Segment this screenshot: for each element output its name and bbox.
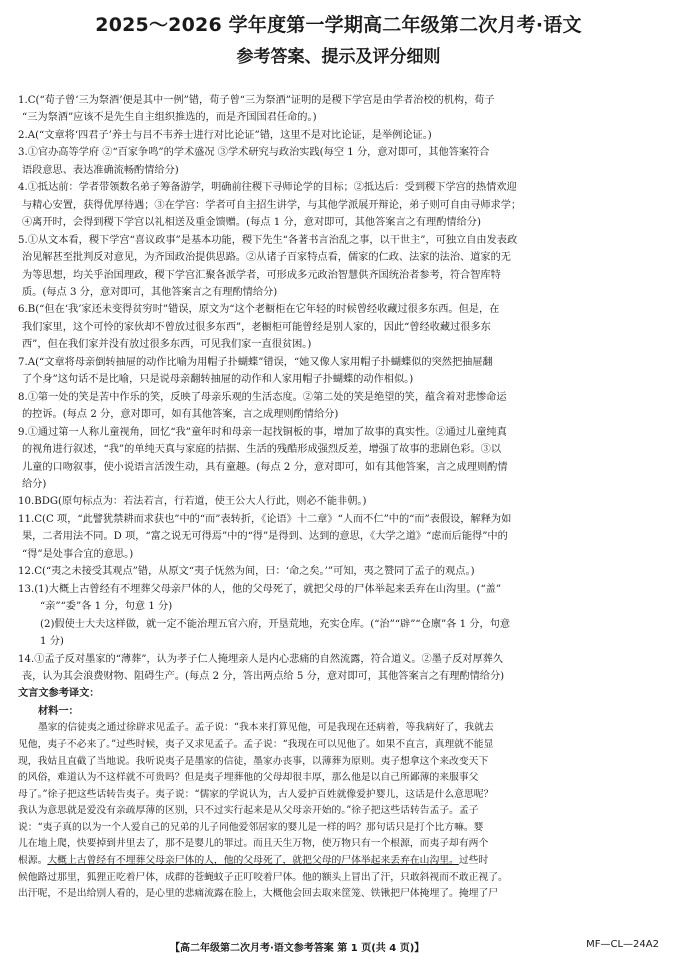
answer-line: 我们家里，这个可怜的家伙却不曾放过很多东西”，老橱柜可能曾经是别人家的，因此“曾经收藏过很多东 [22,321,491,333]
answer-line: 的视角进行叙述，“我”的单纯天真与家庭的拮据、生活的残酷形成强烈反差，增强了故事的悲剧色彩。③以 [22,444,502,456]
translation-line: 见他，夷子不必来了。”过些时候，夷子又求见孟子。孟子说：“我现在可以见他了。如果不直言，真理就不能显 [18,738,494,750]
answer-line: 12.C(“夷之未接受其观点”错，从原文“夷子怃然为间，曰：‘命之矣。’”可知，夷之赞同了孟子的观点。) [18,566,475,578]
answer-line: 与精心安置，获得优厚待遇；③在学宫：学者可自主招生讲学，与其他学派展开辩论，弟子则可自由寻师求学； [22,199,522,211]
material-label: 材料一： [38,705,79,717]
answer-line: 13.(1)大概上古曾经有不埋葬父母亲尸体的人，他的父母死了，就把父母的尸体举起来丢弃在山沟里。(“盖” [18,583,502,595]
answer-line: 10.BDG(原句标点为：若法若言，行若道，使王公大人行此，则必不能非朝。) [18,496,367,508]
translation-line: 母了。”徐子把这些话转告夷子。夷子说：“儒家的学说认为，古人爱护百姓就像爱护婴儿，这话是什么意思呢？ [18,788,494,800]
answer-line: 儿童的口吻叙事，使小说语言活泼生动，具有童趣。(每点 2 分，意对即可，如有其他答案，言之成理则酌情 [22,461,508,473]
answer-line: 6.B(“但在‘我’家还未变得贫穷时”错误，原文为“这个老橱柜在它年轻的时候曾经收藏过很多东西。但是，在 [18,304,500,316]
answer-line: 9.①通过第一人称儿童视角，回忆“我”童年时和母亲一起找铜板的事，增加了故事的真实性。②通过儿童纯真 [18,426,507,438]
answer-line: 14.①孟子反对墨家的“薄葬”，认为孝子仁人掩埋亲人是内心悲痛的自然流露，符合道义。②墨子反对厚葬久 [18,653,504,665]
answer-line: 质。(每点 3 分，意对即可，其他答案言之有理酌情给分) [22,286,278,298]
answer-line: 1 分) [40,636,64,648]
translation-line: 墨家的信徒夷之通过徐辟求见孟子。孟子说：“我本来打算见他，可是我现在还病着，等我病好了，我就去 [38,722,494,734]
translation-fragment: 过些时 [458,855,489,867]
answer-line: 11.C(C 项，“此譬犹禁耕而求获也”中的“而”表转折，《论语》十二章》“人而不仁”中的“而”表假设，解释为如 [18,513,512,525]
translation-line: 说：“夷子真的以为一个人爱自己的兄弟的儿子同他爱邻居家的婴儿是一样的吗？那句话只是打个比方嘛。婴 [18,821,484,833]
footer-page-info: 【高二年级第二次月考·语文参考答案 第 1 页(共 4 页)】 [170,943,425,954]
translation-text [18,720,658,903]
answer-line: 了个身”这句话不是比喻，只是说母亲翻转抽屉的动作和人家用帽子扑蝴蝶的动作相似。) [22,374,414,386]
answer-key-subtitle: 参考答案、提示及评分细则 [236,47,441,67]
answer-line: “亲”“委”各 1 分，句意 1 分) [40,601,173,613]
answer-line: ④离开时，会得到稷下学宫以礼相送及重金馈赠。(每点 1 分，意对即可，其他答案言之有理酌情给分) [22,217,481,229]
translation-line: 儿在地上爬，快要掉到井里去了，那不是婴儿的罪过。而且天生万物，使万物只有一个根源，而夷子却有两个 [18,838,489,850]
exam-title: 2025～2026 学年度第一学期高二年级第二次月考·语文 [95,14,582,36]
answer-line: 治见解甚至批判反对意见，为齐国政治提供思路。②从诸子百家特点看，儒家的仁政、法家的法治、道家的无 [22,252,511,264]
answer-line: 给分) [22,478,47,490]
answer-line: 4.①抵达前：学者带领数名弟子筹备游学，明确前往稷下寻师论学的目标；②抵达后：受到稷下学宫的热情欢迎 [18,182,517,194]
answer-line: 8.①第一处的笑是苦中作乐的笑，反映了母亲乐观的生活态度。②第二处的笑是绝望的笑，蕴含着对悲惨命运 [18,391,507,403]
answer-line: 丧，认为其会浪费财物、阻碍生产。(每点 2 分，答出两点给 5 分，意对即可，其他答案言之有理酌情给分) [22,670,505,682]
answer-line: 3.①官办高等学府 ②“百家争鸣”的学术盛况 ③学术研究与政治实践(每空 1 分，意对即可，其他答案符合 [18,147,490,159]
answer-line: “三为祭酒”应该不是先生自主组织推选的，而是齐国国君任命的。) [22,112,317,124]
answer-line: 为等思想，均关乎治国理政，稷下学宫汇聚各派学者，可形成多元政治智慧供齐国统治者参考，符合智库特 [22,269,501,281]
translation-line: 我认为意思就是爱没有亲疏厚薄的区别，只不过实行起来是从父母亲开始的。”徐子把这些话转告孟子。孟子 [18,805,479,817]
translation-line: 的风俗，难道认为不这样就不可贵吗？但是夷子埋葬他的父母却很丰厚，那么他是以自己所鄙薄的来服事父 [18,772,479,784]
translation-heading: 文言文参考译文： [18,688,100,700]
answer-line: 的控诉。(每点 2 分，意对即可，如有其他答案，言之成理则酌情给分) [22,409,339,421]
underlined-sentence: 大概上古曾经有不埋葬父母亲尸体的人，他的父母死了，就把父母的尸体举起来丢弃在山沟里。 [47,855,459,867]
answer-line: 2.A(“文章将‘四君子’养士与吕不韦养士进行对比论证”错，这里不是对比论证，是举例论证。) [18,129,432,141]
answer-line: 1.C(“荀子曾‘三为祭酒’便是其中一例”错，荀子曾“三为祭酒”证明的是稷下学宫是由学者治校的机构，荀子 [18,95,495,106]
answer-line: 西”，但在我们家并没有放过很多东西，可见我们家一直很贫困。) [22,339,312,351]
page-footer [0,939,677,955]
answer-line: 果，二者用法不同。D 项，“富之说无可得焉”中的“得”是得到、达到的意思，《大学之道》“虑而后能得”中的 [22,531,508,543]
answer-line: (2)假使士大夫这样做，就一定不能治理五官六府，开垦荒地，充实仓库。(“治”“辟”“仓廪”各 1 分，句意 [40,618,511,630]
translation-line: 现，我姑且直截了当地说。我听说夷子是墨家的信徒，墨家办丧事，以薄葬为原则。夷子想拿这个来改变天下 [18,755,489,767]
answer-line: 7.A(“文章将母亲倒转抽屉的动作比喻为用帽子扑蝴蝶”错误，“她又像人家用帽子扑蝴蝶似的突然把抽屉翻 [18,356,493,368]
translation-line [18,853,658,870]
translation-line: 候他路过那里，狐狸正吃着尸体，成群的苍蝇蚊子正叮咬着尸体。他的额头上冒出了汗，只敢斜视而不敢正视了。 [18,871,508,883]
answer-line: 语段意思、表达准确流畅酌情给分) [22,164,179,176]
answer-body [18,92,658,928]
footer-code: MF—CL—24A2 [586,939,659,950]
answer-line: 5.①从文本看，稷下学宫“喜议政事”是基本功能，稷下先生“各著书言治乱之事，以干世主”，可独立自由发表政 [18,234,518,246]
translation-line: 出汗呢，不是出给别人看的，是心里的悲痛流露在脸上，大概他会回去取来筐笼、铁锹把尸体掩埋了。掩埋了尸 [18,888,499,900]
answer-line: “得”是处事合宜的意思。) [22,548,134,560]
translation-fragment: 根源。 [18,855,48,867]
